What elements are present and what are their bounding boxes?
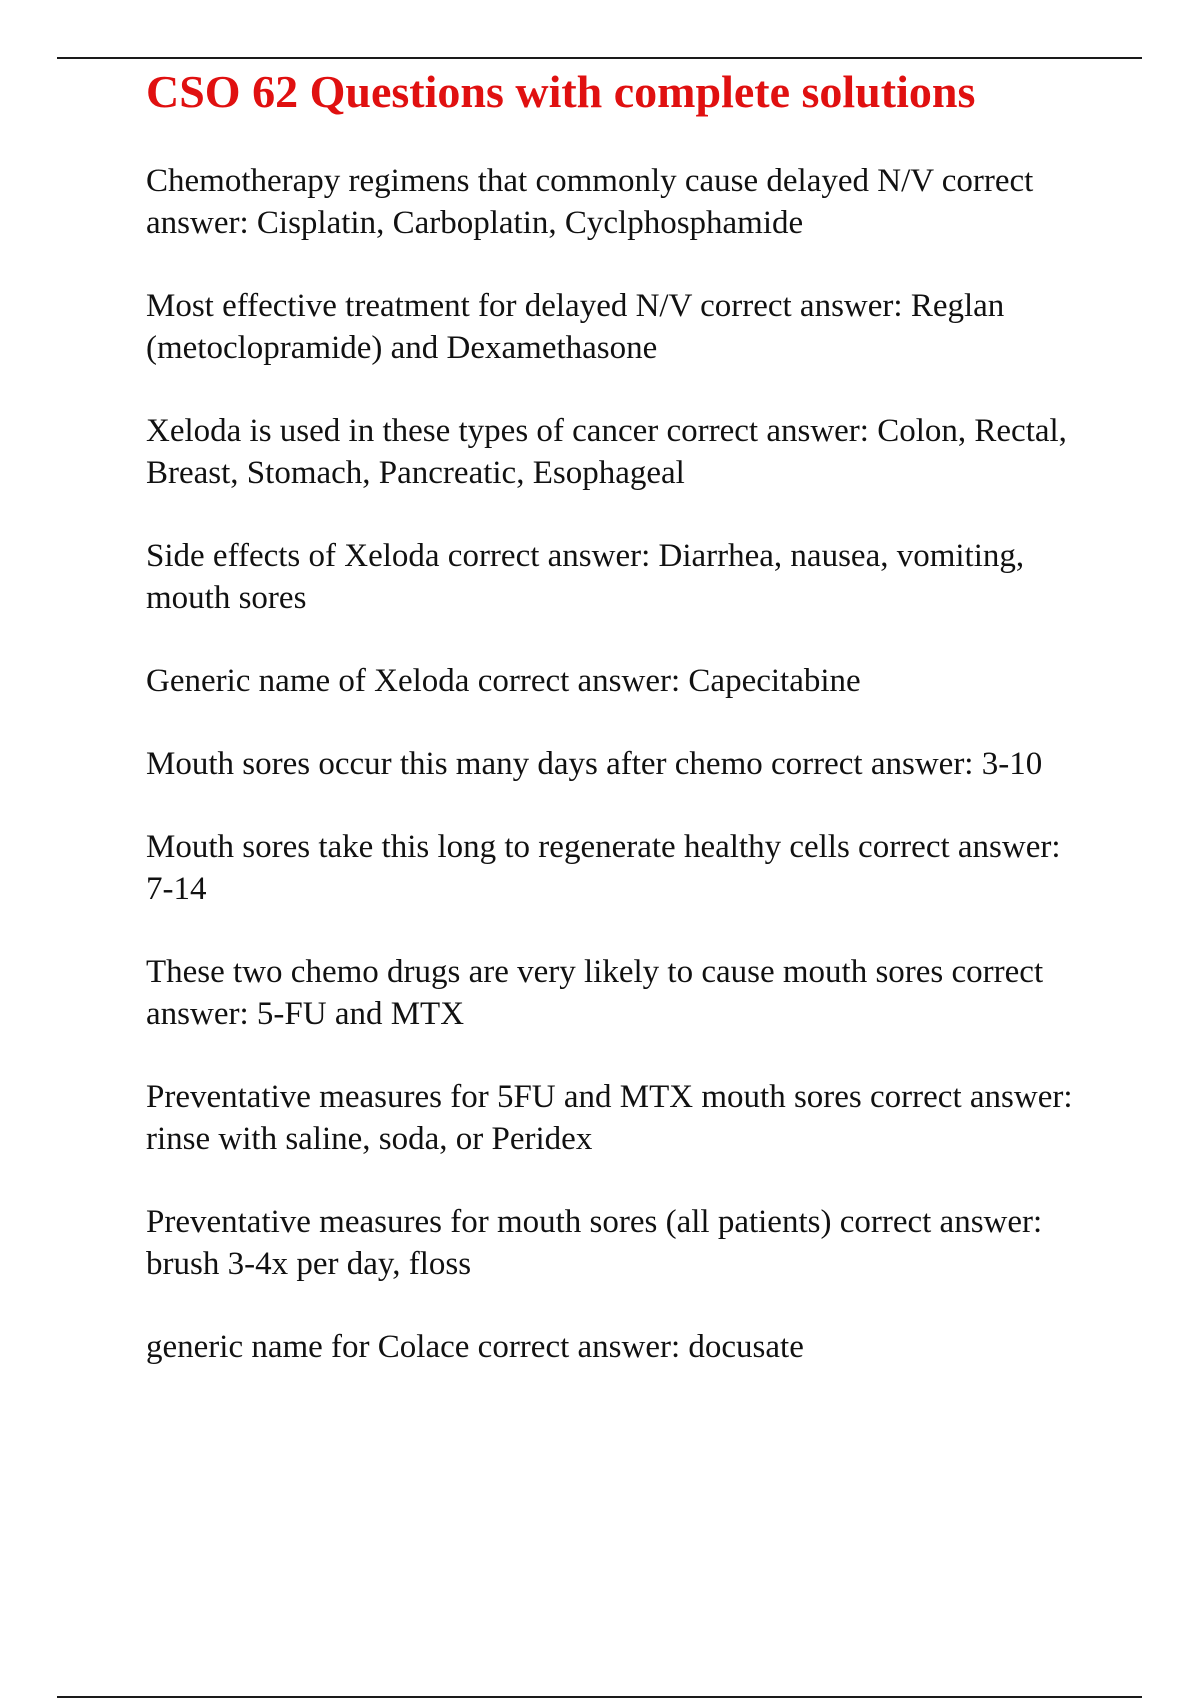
qa-list: [146, 160, 1096, 1368]
answer-text: 3-10: [981, 746, 1043, 782]
answer-label: correct answer:: [477, 663, 681, 699]
answer-text: Capecitabine: [688, 663, 861, 699]
answer-text: 5-FU and MTX: [256, 996, 465, 1032]
question-text: Xeloda is used in these types of cancer: [146, 413, 659, 449]
answer-label: correct answer:: [146, 163, 1034, 241]
answer-label: correct answer:: [477, 1329, 681, 1365]
qa-item: [146, 743, 1096, 785]
answer-text: Colon, Rectal, Breast, Stomach, Pancreatic, Esophageal: [146, 413, 1067, 491]
answer-text: rinse with saline, soda, or Peridex: [146, 1121, 593, 1157]
answer-label: correct answer:: [771, 746, 974, 782]
qa-item: [146, 1076, 1096, 1160]
question-text: Mouth sores take this long to regenerate healthy cells: [146, 829, 850, 865]
top-rule: [57, 57, 1142, 59]
answer-label: correct answer:: [666, 413, 869, 449]
qa-item: [146, 535, 1096, 619]
answer-text: Reglan (metoclopramide) and Dexamethasone: [146, 288, 1005, 366]
document-body: [146, 62, 1096, 1409]
answer-text: docusate: [688, 1329, 804, 1365]
answer-text: Diarrhea, nausea, vomiting, mouth sores: [146, 538, 1025, 616]
question-text: Side effects of Xeloda: [146, 538, 440, 574]
question-text: Mouth sores occur this many days after chemo: [146, 746, 763, 782]
qa-item: [146, 410, 1096, 494]
question-text: Preventative measures for mouth sores (all patients): [146, 1204, 832, 1240]
question-text: generic name for Colace: [146, 1329, 470, 1365]
qa-item: [146, 826, 1096, 910]
question-text: Preventative measures for 5FU and MTX mouth sores: [146, 1079, 862, 1115]
question-text: Generic name of Xeloda: [146, 663, 470, 699]
qa-item: [146, 951, 1096, 1035]
qa-item: [146, 660, 1096, 702]
answer-text: 7-14: [146, 871, 207, 907]
question-text: Chemotherapy regimens that commonly cause delayed N/V: [146, 163, 934, 199]
qa-item: [146, 1201, 1096, 1285]
answer-label: correct answer:: [146, 954, 1044, 1032]
answer-label: correct answer:: [839, 1204, 1043, 1240]
qa-item: [146, 1326, 1096, 1368]
document-title: CSO 62 Questions with complete solutions: [146, 66, 976, 117]
qa-item: [146, 160, 1096, 244]
answer-label: correct answer:: [700, 288, 903, 324]
answer-text: Cisplatin, Carboplatin, Cyclphosphamide: [256, 205, 804, 241]
qa-item: [146, 285, 1096, 369]
answer-text: brush 3-4x per day, floss: [146, 1246, 472, 1282]
bottom-rule: [57, 1696, 1142, 1698]
answer-label: correct answer:: [858, 829, 1061, 865]
question-text: Most effective treatment for delayed N/V: [146, 288, 692, 324]
question-text: These two chemo drugs are very likely to cause mouth sores: [146, 954, 944, 990]
answer-label: correct answer:: [447, 538, 651, 574]
answer-label: correct answer:: [870, 1079, 1073, 1115]
